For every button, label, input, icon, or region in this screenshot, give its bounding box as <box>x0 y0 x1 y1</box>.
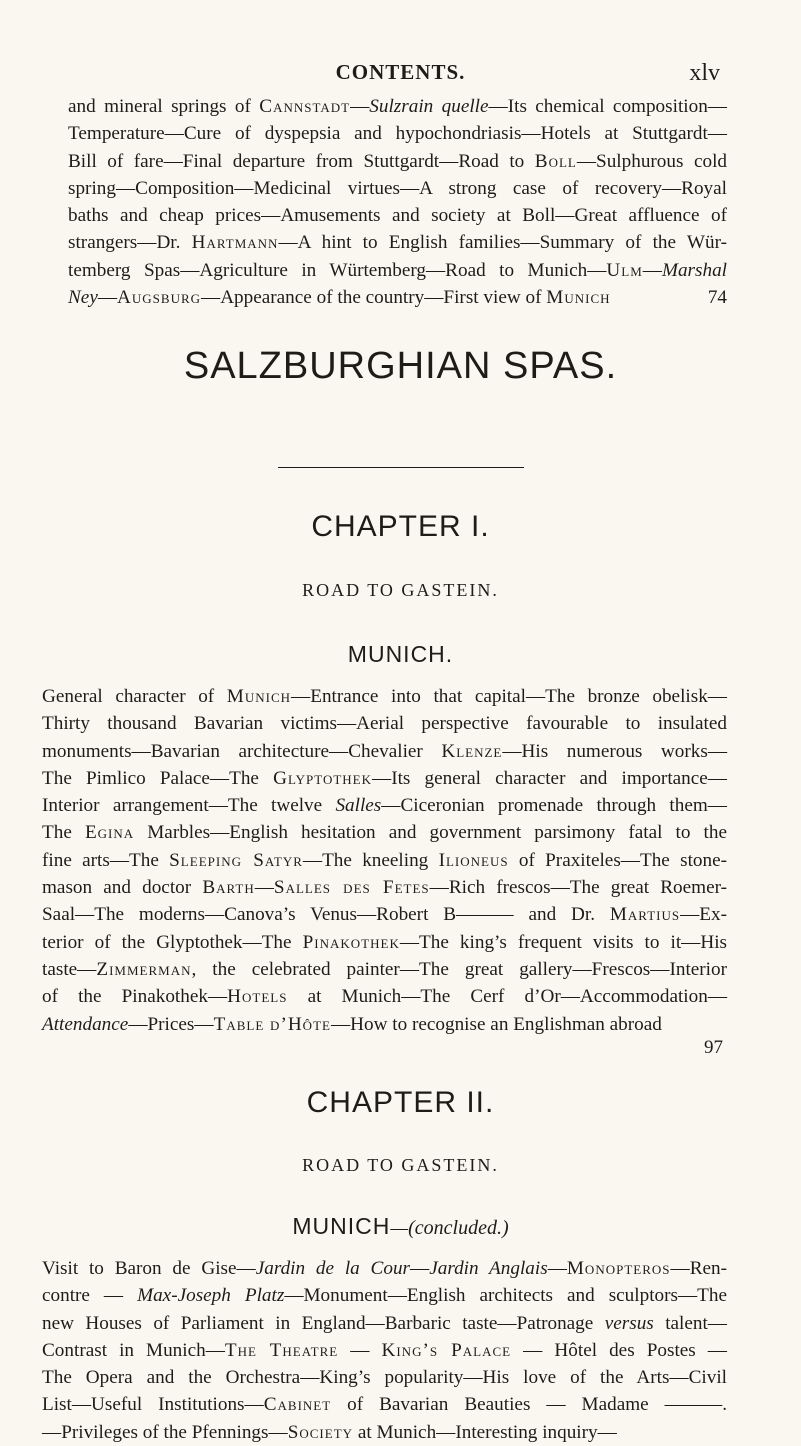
text-segment: Klenze <box>441 740 503 762</box>
text-line <box>42 956 727 983</box>
text-segment: Jardin Anglais <box>429 1258 548 1279</box>
text-segment: Interior arrangement—The twelve <box>42 795 336 817</box>
text-segment: Saal—The moderns—Canova’s Venus—Robert B——— and Dr. <box>42 904 610 926</box>
text-line <box>42 683 727 710</box>
text-segment: , the celebrated painter—The great gallery—Frescos—Interior <box>191 958 727 980</box>
text-segment: Martius <box>609 904 681 926</box>
text-segment: temberg Spas—Agriculture in Würtemberg—Road to Munich— <box>68 259 607 281</box>
text-segment: Boll <box>534 150 577 172</box>
text-segment: — <box>350 96 370 117</box>
text-segment: —His numerous works— <box>502 740 728 762</box>
text-segment: The Pimlico Palace—The <box>42 767 274 789</box>
running-head-title: CONTENTS. <box>335 60 466 84</box>
text-segment: —Sulphurous cold <box>576 150 727 172</box>
text-segment: of Praxiteles—The stone- <box>508 849 727 871</box>
text-segment: Ney <box>68 287 98 309</box>
text-segment: baths and cheap prices—Amusements and society at Boll—Great affluence of <box>68 205 727 227</box>
text-line <box>42 874 727 901</box>
intro-page-reference: 74 <box>707 287 727 309</box>
text-segment: Munich <box>546 287 611 309</box>
text-line <box>42 738 727 765</box>
text-segment: Marshal <box>661 259 727 281</box>
text-line <box>42 1391 727 1418</box>
text-segment: Thirty thousand Bavarian victims—Aerial perspective favourable to insulated <box>42 713 727 735</box>
text-segment: Sulzrain quelle <box>369 96 489 117</box>
text-segment: of Bavarian Beauties — Madame ———. <box>331 1394 728 1416</box>
chapter-2-summary <box>42 1255 727 1446</box>
text-segment: taste— <box>42 958 97 980</box>
chapter-1-subtitle: ROAD TO GASTEIN. <box>302 580 499 600</box>
text-segment: King’s Palace <box>381 1339 512 1361</box>
text-segment: —The king’s frequent visits to it—His <box>399 931 728 953</box>
text-segment: Egina <box>84 822 135 844</box>
text-segment: contre — <box>42 1285 138 1307</box>
running-head-page-number: xlv <box>689 60 720 86</box>
text-line <box>68 229 727 256</box>
text-line <box>42 1419 727 1446</box>
text-segment: — <box>338 1339 382 1361</box>
chapter-1-place: MUNICH. <box>347 641 454 667</box>
text-segment: — <box>547 1258 567 1279</box>
text-segment: —Ren- <box>670 1258 728 1279</box>
text-segment: Visit to Baron de Gise— <box>42 1258 256 1279</box>
chapter-2-place-line <box>0 1213 801 1240</box>
text-line <box>68 284 727 311</box>
text-line <box>68 148 727 175</box>
text-segment: — <box>254 877 274 899</box>
chapter-1-title: CHAPTER I. <box>311 510 490 543</box>
text-segment: Jardin de la Cour <box>255 1258 411 1279</box>
text-segment: talent— <box>653 1312 727 1334</box>
text-line <box>68 93 727 120</box>
text-segment: —Its chemical composition— <box>488 96 727 117</box>
text-line <box>42 1310 727 1337</box>
text-segment: Monopteros <box>566 1258 671 1279</box>
text-segment: Salles <box>335 795 382 817</box>
text-segment: strangers—Dr. <box>68 232 192 254</box>
text-line <box>42 765 727 792</box>
text-segment: — <box>410 1258 430 1279</box>
text-segment: —Appearance of the country—First view of <box>201 287 547 309</box>
text-segment: Cabinet <box>263 1394 332 1416</box>
text-segment: —Prices— <box>128 1013 214 1035</box>
text-segment: —A hint to English families—Summary of the Wür- <box>278 232 727 254</box>
text-segment: of the Pinakothek— <box>42 986 228 1008</box>
text-line <box>42 847 727 874</box>
text-segment: Barth <box>202 877 255 899</box>
chapter-1-page-reference: 97 <box>704 1037 723 1058</box>
text-segment: Pinakothek <box>302 931 400 953</box>
text-line <box>42 792 727 819</box>
text-segment: List—Useful Institutions— <box>42 1394 264 1416</box>
text-segment: Bill of fare—Final departure from Stuttgardt—Road to <box>68 150 535 172</box>
text-segment: —Monument—English architects and sculptors—The <box>284 1285 727 1307</box>
text-segment: —Rich frescos—The great Roemer- <box>429 877 728 899</box>
text-line <box>68 120 727 147</box>
text-segment: General character of <box>42 686 227 707</box>
text-segment: monuments—Bavarian architecture—Chevalier <box>42 740 442 762</box>
intro-paragraph <box>68 93 727 311</box>
divider-rule <box>278 467 524 468</box>
text-segment: Society <box>287 1421 354 1443</box>
text-line <box>42 1255 727 1282</box>
text-segment: Hotels <box>227 986 288 1008</box>
text-segment: — <box>97 287 118 309</box>
chapter-2-place-note: —(concluded.) <box>390 1217 509 1239</box>
text-line <box>42 1364 727 1391</box>
text-segment: Table d’Hôte <box>213 1013 331 1035</box>
text-segment: Cannstadt <box>259 96 351 117</box>
text-segment: The Theatre <box>224 1339 339 1361</box>
text-segment: at Munich—The Cerf d’Or—Accommodation— <box>287 986 728 1008</box>
text-segment: versus <box>604 1312 654 1334</box>
text-segment: fine arts—The <box>42 849 170 871</box>
text-line <box>68 257 727 284</box>
text-segment: Ulm <box>606 259 643 281</box>
text-segment: Hartmann <box>191 232 279 254</box>
text-line <box>42 929 727 956</box>
text-segment: Augsburg <box>117 287 202 309</box>
running-head <box>0 60 801 90</box>
text-segment: spring—Composition—Medicinal virtues—A strong case of recovery—Royal <box>68 177 727 199</box>
text-segment: — Hôtel des Postes — <box>511 1339 727 1361</box>
section-heading: SALZBURGHIAN SPAS. <box>183 345 618 387</box>
text-segment: new Houses of Parliament in England—Barbaric taste—Patronage <box>42 1312 605 1334</box>
text-line <box>42 1337 727 1364</box>
text-segment: —Entrance into that capital—The bronze obelisk— <box>291 686 727 707</box>
text-segment: The Opera and the Orchestra—King’s popularity—His love of the Arts—Civil <box>42 1367 727 1389</box>
text-segment: Contrast in Munich— <box>42 1339 225 1361</box>
text-segment: —The kneeling <box>302 849 439 871</box>
chapter-2-title: CHAPTER II. <box>306 1086 495 1119</box>
text-segment: terior of the Glyptothek—The <box>42 931 303 953</box>
text-line <box>68 175 727 202</box>
text-line <box>42 819 727 846</box>
chapter-2-subtitle: ROAD TO GASTEIN. <box>302 1155 499 1175</box>
text-segment: Zimmerman <box>96 958 192 980</box>
text-segment: at Munich—Interesting inquiry— <box>353 1421 617 1443</box>
text-segment: Attendance <box>42 1013 129 1035</box>
text-line <box>68 202 727 229</box>
text-segment: Salles des Fetes <box>273 877 430 899</box>
chapter-1-summary <box>42 683 727 1038</box>
text-segment: —Privileges of the Pfennings— <box>42 1421 288 1443</box>
text-segment: — <box>642 259 662 281</box>
text-segment: Max-Joseph Platz <box>137 1285 285 1307</box>
text-segment: —Its general character and importance— <box>372 767 727 789</box>
text-segment: mason and doctor <box>42 877 203 899</box>
text-segment: Marbles—English hesitation and government parsimony fatal to the <box>134 822 727 844</box>
text-line <box>42 983 727 1010</box>
text-line <box>42 901 727 928</box>
text-line <box>42 1011 727 1038</box>
text-segment: and mineral springs of <box>68 96 260 117</box>
text-segment: —Ciceronian promenade through them— <box>381 795 727 817</box>
chapter-2-place: MUNICH <box>292 1213 391 1239</box>
text-segment: —How to recognise an Englishman abroad <box>330 1013 662 1035</box>
text-segment: Ilioneus <box>438 849 509 871</box>
text-segment: —Ex- <box>680 904 727 926</box>
text-segment: Sleeping Satyr <box>169 849 303 871</box>
text-line <box>42 710 727 737</box>
text-segment: Munich <box>226 686 292 707</box>
text-segment: Temperature—Cure of dyspepsia and hypochondriasis—Hotels at Stuttgardt— <box>68 123 727 145</box>
text-line <box>42 1282 727 1309</box>
text-segment: The <box>42 822 85 844</box>
text-segment: Glyptothek <box>273 767 372 789</box>
